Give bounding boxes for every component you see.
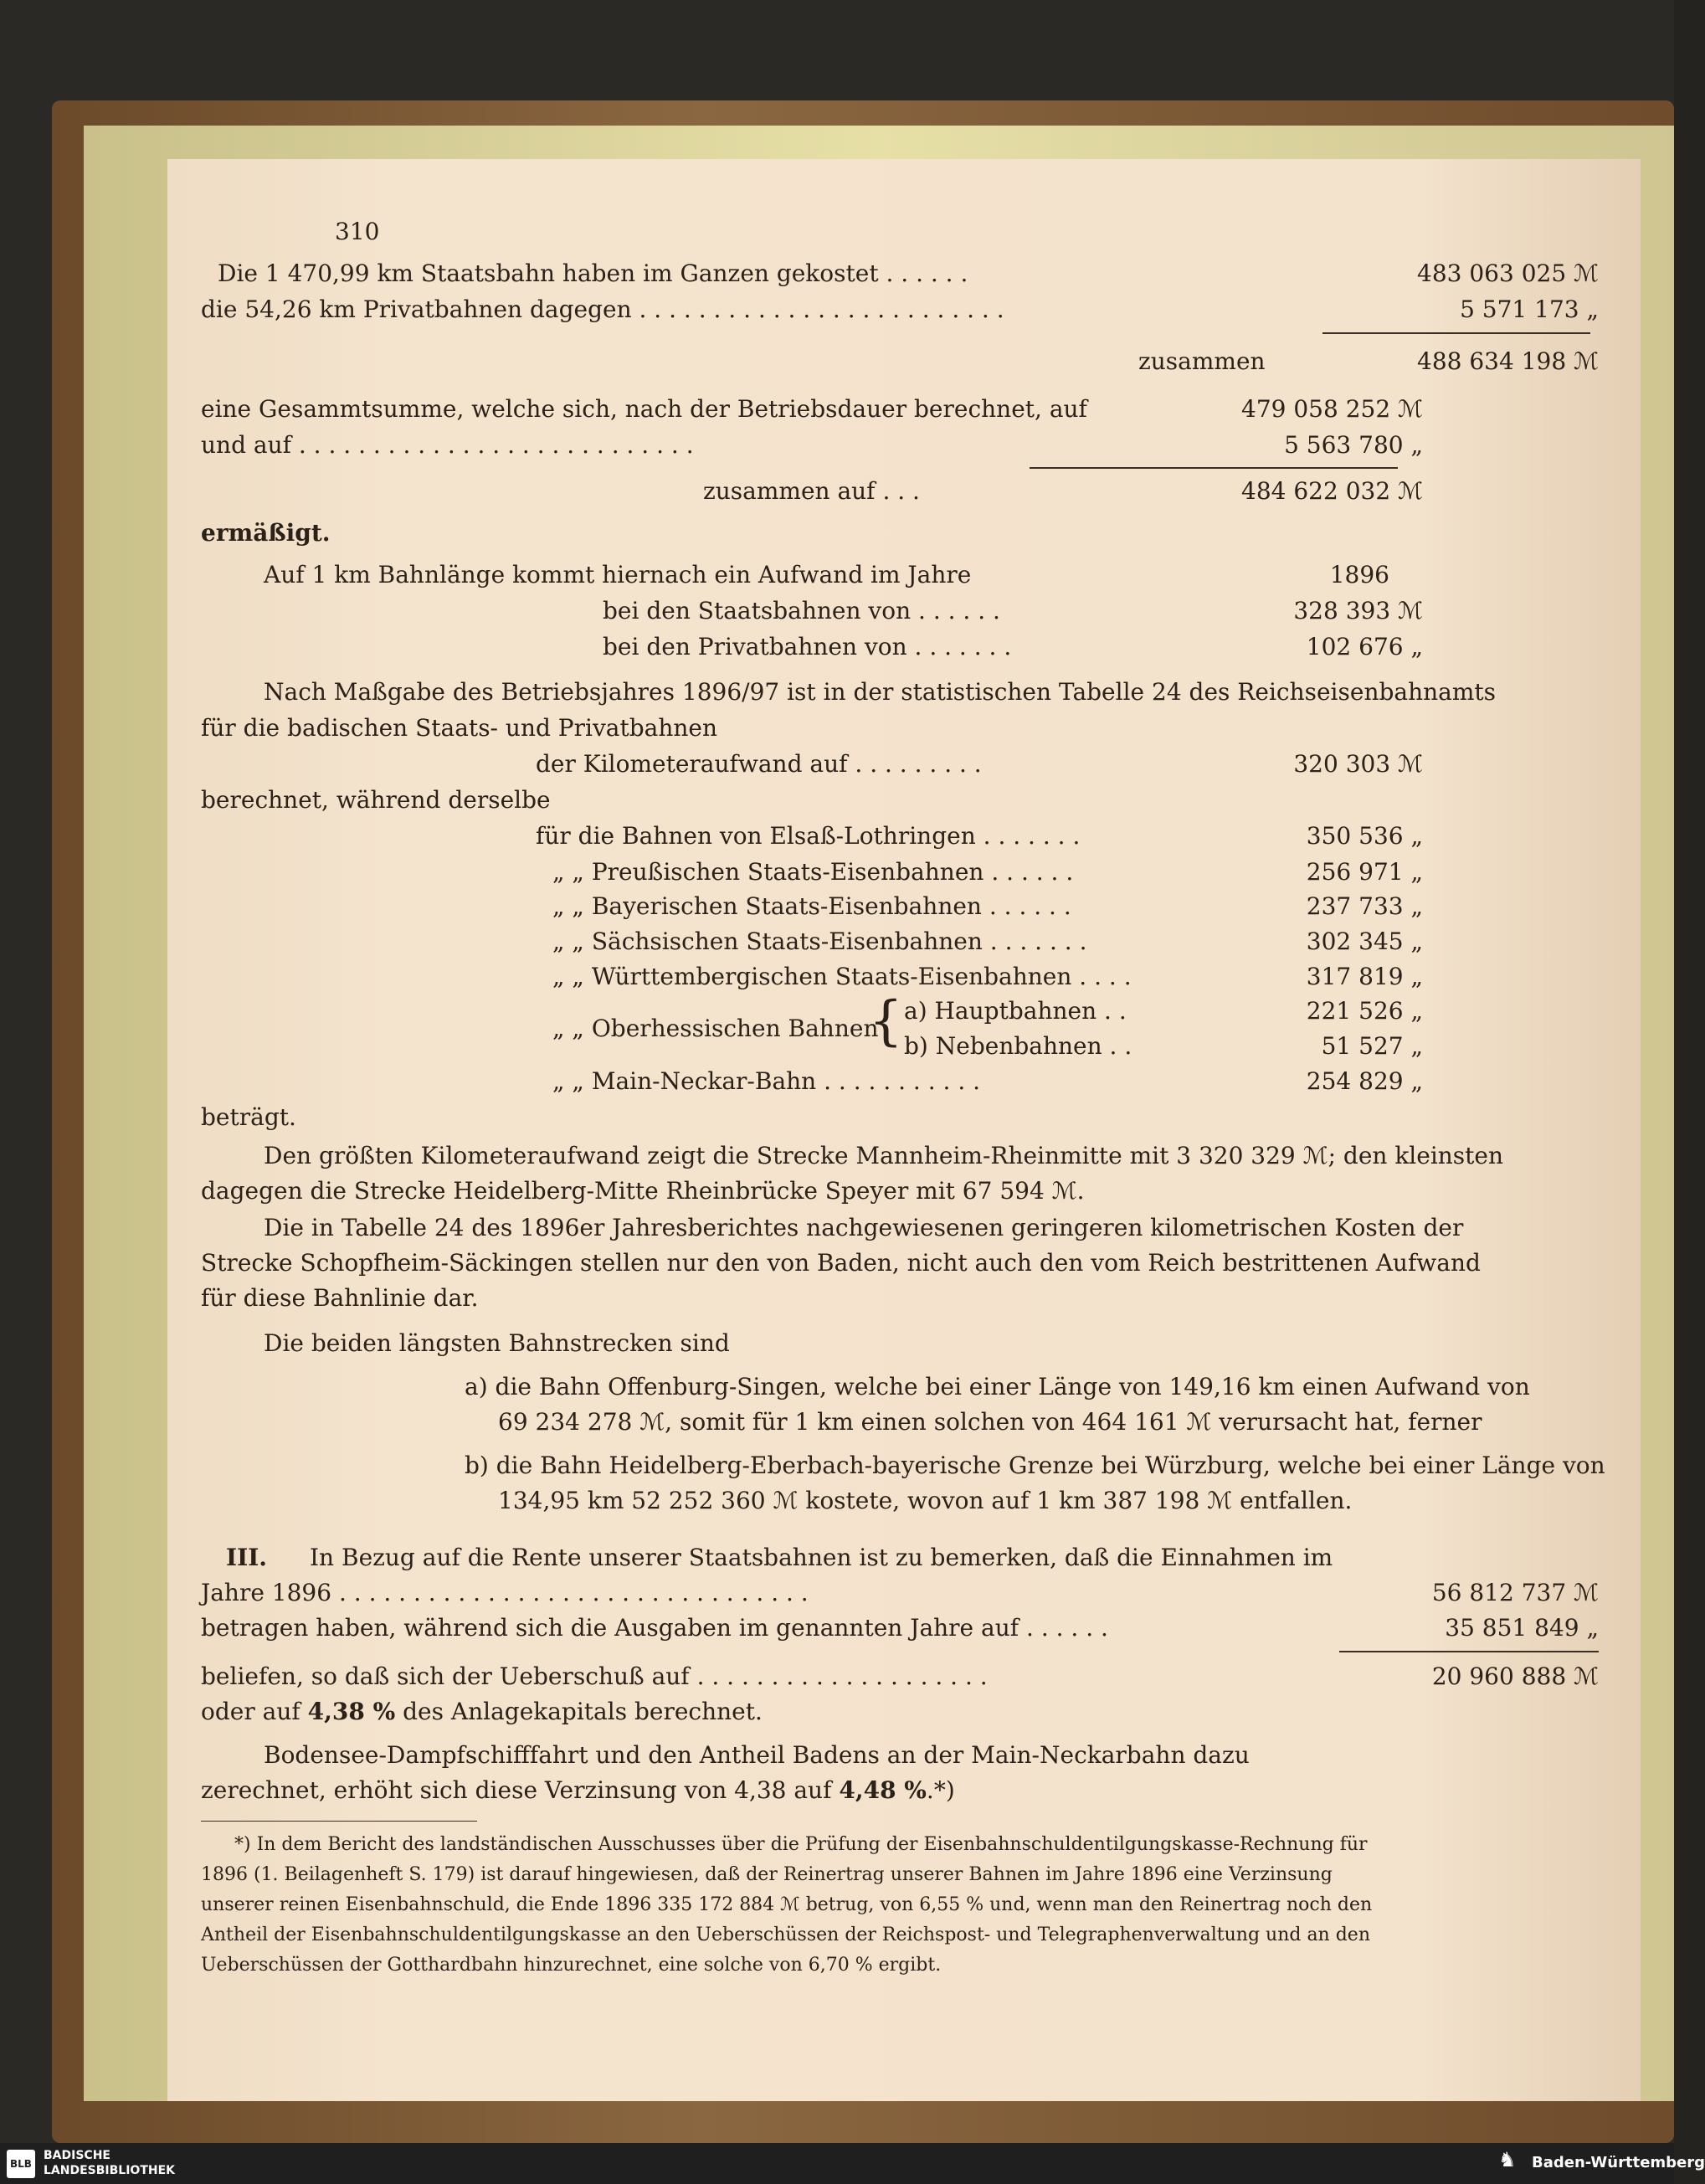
page-number: 310 <box>335 218 380 245</box>
value: 221 526 „ <box>1306 997 1423 1025</box>
footnote-line: Ueberschüssen der Gotthardbahn hinzurechnet, eine solche von 6,70 % ergibt. <box>201 1955 942 1976</box>
text-line: „ „ Sächsischen Staats-Eisenbahnen . . . . . . . <box>552 928 1087 955</box>
value: 320 303 ℳ <box>1293 750 1423 778</box>
text-line: für die badischen Staats- und Privatbahnen <box>201 714 718 742</box>
sum-rule <box>1030 467 1398 469</box>
value: 56 812 737 ℳ <box>1431 1579 1599 1606</box>
footnote-line: unserer reinen Eisenbahnschuld, die Ende 1896 335 172 884 ℳ betrug, von 6,55 % und, wenn man den Reinertrag noch den <box>201 1894 1373 1915</box>
text-line: ermäßigt. <box>201 519 331 547</box>
value: 254 829 „ <box>1306 1067 1423 1095</box>
sum-rule <box>1322 332 1590 334</box>
viewer-footer <box>0 2143 1674 2184</box>
text-line: der Kilometeraufwand auf . . . . . . . . . <box>536 750 982 778</box>
text-line: a) Hauptbahnen . . <box>904 997 1127 1025</box>
value: 102 676 „ <box>1306 633 1423 660</box>
text-line: bei den Privatbahnen von . . . . . . . <box>603 633 1012 660</box>
blb-logo[interactable]: BLB <box>7 2150 35 2178</box>
text-line: dagegen die Strecke Heidelberg-Mitte Rheinbrücke Speyer mit 67 594 ℳ. <box>201 1177 1085 1205</box>
value: 479 058 252 ℳ <box>1241 395 1423 423</box>
value: 1896 <box>1329 561 1389 588</box>
text-line: und auf . . . . . . . . . . . . . . . . . . . . . . . . . . . <box>201 431 694 459</box>
value: 5 571 173 „ <box>1460 295 1599 323</box>
text-line: Strecke Schopfheim-Säckingen stellen nur den von Baden, nicht auch den vom Reich bestrittenen Aufwand <box>201 1249 1481 1277</box>
value: 350 536 „ <box>1306 822 1423 850</box>
library-name: BADISCHE LANDESBIBLIOTHEK <box>44 2149 176 2177</box>
text-line: die 54,26 km Privatbahnen dagegen . . . . . . . . . . . . . . . . . . . . . . . . . <box>201 295 1004 323</box>
value: 51 527 „ <box>1321 1032 1423 1060</box>
text-line: Die in Tabelle 24 des 1896er Jahresberichtes nachgewiesenen geringeren kilometrischen Kosten der <box>264 1214 1464 1241</box>
text-line: Die beiden längsten Bahnstrecken sind <box>264 1329 730 1357</box>
text-line: berechnet, während derselbe <box>201 786 551 814</box>
text-line: Bodensee-Dampfschifffahrt und den Antheil Badens an der Main-Neckarbahn dazu <box>264 1741 1250 1769</box>
text-line: „ „ Main-Neckar-Bahn . . . . . . . . . . . <box>552 1067 981 1095</box>
wuerttemberg-lion-emblem-icon: ♞ <box>1498 2148 1517 2171</box>
text-line: „ „ Bayerischen Staats-Eisenbahnen . . . . . . <box>552 892 1071 920</box>
text-line: „ „ Preußischen Staats-Eisenbahnen . . . . . . <box>552 858 1074 886</box>
text-line: zusammen <box>1138 347 1266 375</box>
text-line: zerechnet, erhöht sich diese Verzinsung von 4,38 auf 4,48 %.*) <box>201 1776 955 1804</box>
text-line: zusammen auf . . . <box>703 477 920 505</box>
text-line: „ „ Württembergischen Staats-Eisenbahnen . . . . <box>552 963 1132 990</box>
text-line: Die 1 470,99 km Staatsbahn haben im Ganzen gekostet . . . . . . <box>218 260 968 287</box>
text-line: Den größten Kilometeraufwand zeigt die Strecke Mannheim-Rheinmitte mit 3 320 329 ℳ; den kleinsten <box>264 1142 1504 1169</box>
text-line: betragen haben, während sich die Ausgaben im genannten Jahre auf . . . . . . <box>201 1614 1108 1642</box>
value: 488 634 198 ℳ <box>1417 347 1599 375</box>
value: 484 622 032 ℳ <box>1241 477 1423 505</box>
text-line: 134,95 km 52 252 360 ℳ kostete, wovon auf 1 km 387 198 ℳ entfallen. <box>498 1487 1353 1514</box>
text-line: Nach Maßgabe des Betriebsjahres 1896/97 ist in der statistischen Tabelle 24 des Reichseisenbahnamts <box>264 678 1497 706</box>
text-line: beträgt. <box>201 1103 296 1131</box>
value: 483 063 025 ℳ <box>1417 260 1599 287</box>
footnote-rule <box>201 1821 477 1822</box>
text-line: für die Bahnen von Elsaß-Lothringen . . . . . . . <box>536 822 1081 850</box>
text-line: „ „ Oberhessischen Bahnen <box>552 1015 879 1042</box>
value: 302 345 „ <box>1306 928 1423 955</box>
footnote-line: 1896 (1. Beilagenheft S. 179) ist darauf hingewiesen, daß der Reinertrag unserer Bahnen im Jahre 1896 eine Verzinsung <box>201 1864 1333 1885</box>
book-page <box>167 159 1641 2101</box>
text-line: bei den Staatsbahnen von . . . . . . <box>603 597 1000 624</box>
text-line: In Bezug auf die Rente unserer Staatsbahnen ist zu bemerken, daß die Einnahmen im <box>310 1544 1333 1571</box>
value: 5 563 780 „ <box>1284 431 1423 459</box>
section-number: III. <box>226 1544 268 1571</box>
text-line: beliefen, so daß sich der Ueberschuß auf . . . . . . . . . . . . . . . . . . . . <box>201 1662 988 1690</box>
footnote-line: *) In dem Bericht des landständischen Ausschusses über die Prüfung der Eisenbahnschuldentilgungskasse-Rechnung für <box>234 1834 1368 1855</box>
text-line: oder auf 4,38 % des Anlagekapitals berechnet. <box>201 1698 763 1725</box>
text-line: Auf 1 km Bahnlänge kommt hiernach ein Aufwand im Jahre <box>264 561 972 588</box>
footnote-line: Antheil der Eisenbahnschuldentilgungskasse an den Ueberschüssen der Reichspost- und Telegraphenverwaltung und an den <box>201 1924 1370 1945</box>
curly-brace-icon: { <box>869 990 903 1052</box>
value: 20 960 888 ℳ <box>1431 1662 1599 1690</box>
text-line: eine Gesammtsumme, welche sich, nach der Betriebsdauer berechnet, auf <box>201 395 1087 423</box>
state-name[interactable]: Baden-Württemberg <box>1532 2154 1705 2171</box>
text-line: b) Nebenbahnen . . <box>904 1032 1132 1060</box>
text-line: b) die Bahn Heidelberg-Eberbach-bayerische Grenze bei Würzburg, welche bei einer Länge von <box>465 1452 1605 1479</box>
text-line: a) die Bahn Offenburg-Singen, welche bei einer Länge von 149,16 km einen Aufwand von <box>465 1373 1530 1400</box>
value: 317 819 „ <box>1306 963 1423 990</box>
sum-rule <box>1339 1651 1599 1652</box>
text-line: für diese Bahnlinie dar. <box>201 1284 479 1312</box>
value: 237 733 „ <box>1306 892 1423 920</box>
value: 35 851 849 „ <box>1445 1614 1599 1642</box>
value: 328 393 ℳ <box>1293 597 1423 624</box>
value: 256 971 „ <box>1306 858 1423 886</box>
text-line: 69 234 278 ℳ, somit für 1 km einen solchen von 464 161 ℳ verursacht hat, ferner <box>498 1408 1482 1436</box>
text-line: Jahre 1896 . . . . . . . . . . . . . . . . . . . . . . . . . . . . . . . . <box>201 1579 809 1606</box>
